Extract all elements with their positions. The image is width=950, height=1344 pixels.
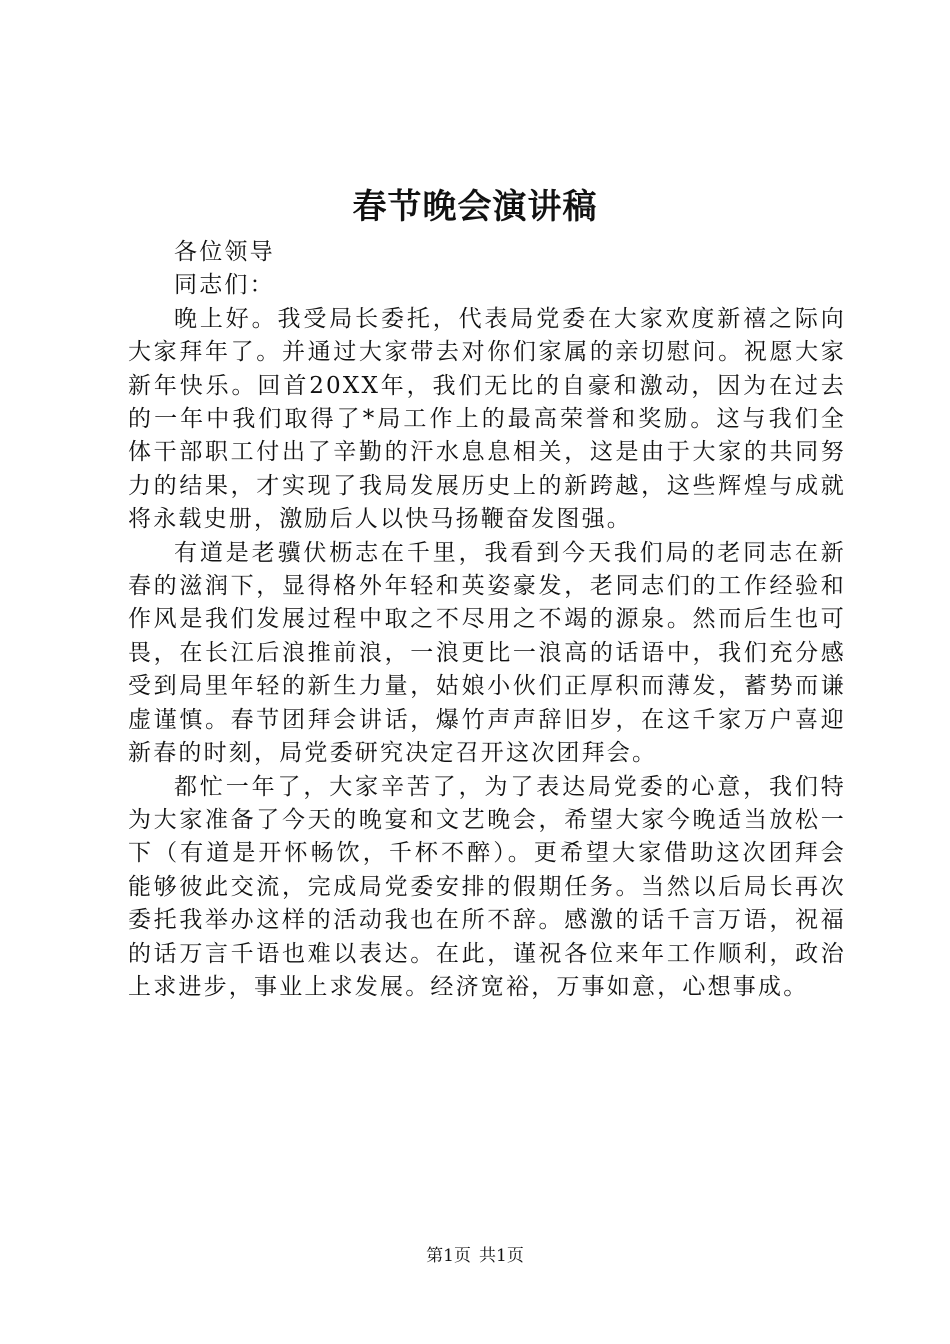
document-body xyxy=(128,236,846,1004)
paragraph-closing-wishes: 都忙一年了，大家辛苦了，为了表达局党委的心意，我们特为大家准备了今天的晚宴和文艺晚会，希望大家今晚适当放松一下（有道是开怀畅饮，千杯不醉）。更希望大家借助这次团拜会能够彼此交流，完成局党委安排的假期任务。当然以后局长再次委托我举办这样的活动我也在所不辞。感激的话千言万语，祝福的话万言千语也难以表达。在此，谨祝各位来年工作顺利，政治上求进步，事业上求发展。经济宽裕，万事如意，心想事成。 xyxy=(128,773,846,1000)
paragraph-veterans-youth: 有道是老骥伏枥志在千里，我看到今天我们局的老同志在新春的滋润下，显得格外年轻和英姿豪发，老同志们的工作经验和作风是我们发展过程中取之不尽用之不竭的源泉。然而后生也可畏，在长江后浪推前浪，一浪更比一浪高的话语中，我们充分感受到局里年轻的新生力量，姑娘小伙们正厚积而薄发，蓄势而谦虚谨慎。春节团拜会讲话，爆竹声声辞旧岁，在这千家万户喜迎新春的时刻，局党委研究决定召开这次团拜会。 xyxy=(128,539,846,767)
document-title: 春节晚会演讲稿 xyxy=(352,187,598,227)
paragraph-greeting: 晚上好。我受局长委托，代表局党委在大家欢度新禧之际向大家拜年了。并通过大家带去对你们家属的亲切慰问。祝愿大家新年快乐。回首20XX年，我们无比的自豪和激动，因为在过去的一年中我们取得了*局工作上的最高荣誉和奖励。这与我们全体干部职工付出了辛勤的汗水息息相关，这是由于大家的共同努力的结果，才实现了我局发展历史上的新跨越，这些辉煌与成就将永载史册，激励后人以快马扬鞭奋发图强。 xyxy=(128,305,846,533)
salutation-comrades: 同志们： xyxy=(174,272,275,299)
page-number: 第1页 xyxy=(426,1246,471,1266)
salutation-leaders: 各位领导 xyxy=(174,239,275,265)
page-footer xyxy=(0,1244,950,1268)
page-total: 共1页 xyxy=(479,1246,524,1266)
